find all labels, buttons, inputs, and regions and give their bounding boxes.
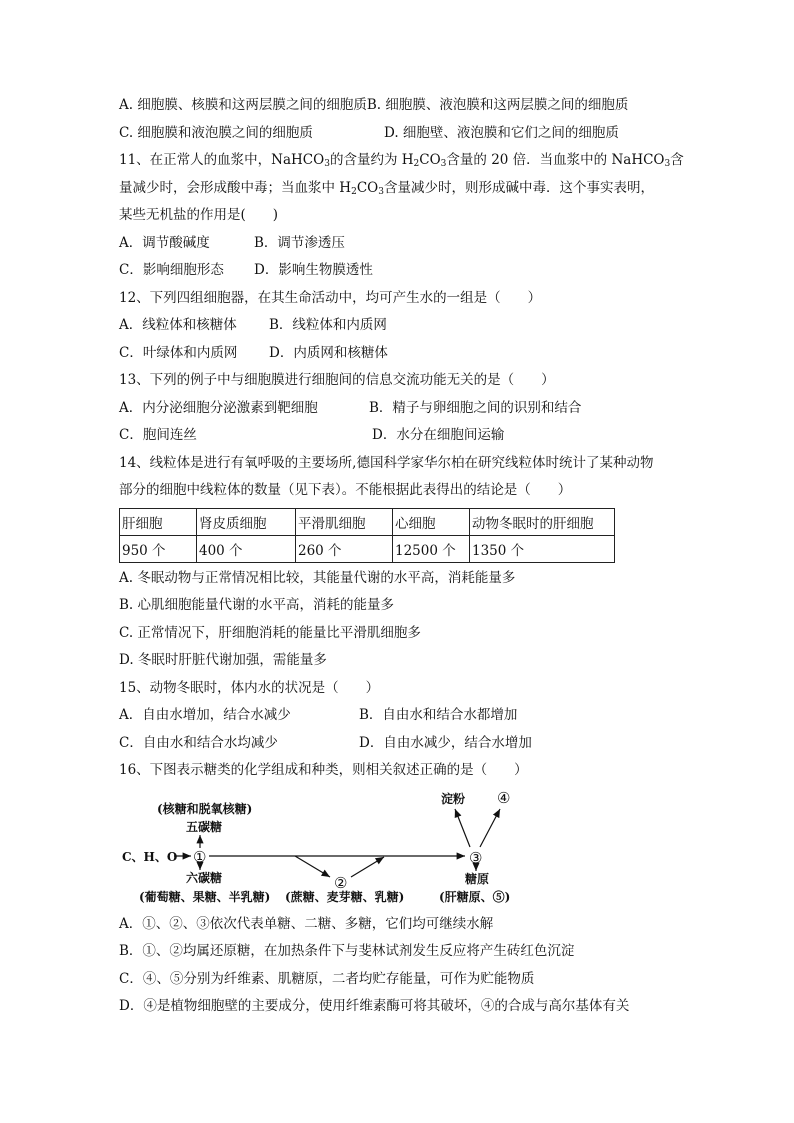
q10-option-a[interactable]: A. 细胞膜、核膜和这两层膜之间的细胞质 <box>119 97 367 113</box>
mitochondria-table <box>119 508 615 563</box>
q15-options-ab <box>119 702 679 730</box>
diagram-label-glycogen: 糖原 <box>465 871 490 886</box>
q12-option-b[interactable]: B．线粒体和内质网 <box>269 317 387 333</box>
arrow-3-to-4 <box>480 809 500 847</box>
q16-option-b[interactable]: B．①、②均属还原糖，在加热条件下与斐林试剂发生反应将产生砖红色沉淀 <box>119 943 575 959</box>
table-cell: 260 个 <box>296 535 393 562</box>
q16-option-a[interactable]: A．①、②、③依次代表单糖、二糖、多糖，它们均可继续水解 <box>119 915 494 932</box>
table-header-cell: 心细胞 <box>393 508 470 535</box>
diagram-note-glycogen: (肝糖原、⑤) <box>439 889 511 904</box>
q10-option-d[interactable]: D. 细胞壁、液泡膜和它们之间的细胞质 <box>384 124 619 141</box>
q12-option-d[interactable]: D．内质网和核糖体 <box>269 344 388 361</box>
diagram-node-2: ② <box>334 873 348 892</box>
q11-option-b[interactable]: B．调节渗透压 <box>254 234 345 251</box>
q15-option-b[interactable]: B．自由水和结合水都增加 <box>359 707 518 723</box>
q13-stem: 13、下列的例子中与细胞膜进行细胞间的信息交流功能无关的是（ ） <box>119 372 555 388</box>
table-header-cell: 动物冬眠时的肝细胞 <box>470 508 615 535</box>
q15-option-d[interactable]: D．自由水减少，结合水增加 <box>359 734 532 751</box>
table-cell: 12500 个 <box>393 535 470 562</box>
table-cell: 400 个 <box>197 535 296 562</box>
q13-options-ab <box>119 395 679 423</box>
q10-options-ab <box>119 92 679 120</box>
table-cell: 950 个 <box>120 535 197 562</box>
q13-options-cd <box>119 422 679 450</box>
diagram-label-five-carbon: 五碳糖 <box>186 819 223 834</box>
q11-option-c[interactable]: C．影响细胞形态 <box>119 262 224 278</box>
arrow-2-to-main <box>351 857 384 877</box>
q10-options-cd <box>119 120 679 148</box>
q12-stem: 12、下列四组细胞器，在其生命活动中，均可产生水的一组是（ ） <box>119 289 542 306</box>
diagram-label-elements: C、H、O <box>122 849 178 864</box>
diagram-node-4: ④ <box>497 788 511 807</box>
q14-option-c[interactable]: C. 正常情况下，肝细胞消耗的能量比平滑肌细胞多 <box>119 624 421 641</box>
diagram-note-disaccharides: (蔗糖、麦芽糖、乳糖) <box>285 889 405 904</box>
q14-stem-line2: 部分的细胞中线粒体的数量（见下表）。不能根据此表得出的结论是（ ） <box>119 482 572 498</box>
q12-options-ab <box>119 312 679 340</box>
q10-option-c[interactable]: C. 细胞膜和液泡膜之间的细胞质 <box>119 124 313 141</box>
diagram-label-six-carbon: 六碳糖 <box>186 870 223 885</box>
table-header-row <box>120 508 615 535</box>
table-header-cell: 平滑肌细胞 <box>296 508 393 535</box>
table-row <box>120 535 615 562</box>
sugar-classification-diagram <box>119 785 679 911</box>
table-cell: 1350 个 <box>470 535 615 562</box>
diagram-label-starch: 淀粉 <box>441 791 466 806</box>
q13-option-a[interactable]: A．内分泌细胞分泌激素到靶细胞 <box>119 399 318 416</box>
q14-option-d[interactable]: D. 冬眠时肝脏代谢加强，需能量多 <box>119 652 327 668</box>
q15-stem: 15、动物冬眠时，体内水的状况是（ ） <box>119 679 380 696</box>
q14-option-b[interactable]: B. 心肌细胞能量代谢的水平高，消耗的能量多 <box>119 597 395 613</box>
diagram-node-1: ① <box>193 847 207 866</box>
q11-option-a[interactable]: A．调节酸碱度 <box>119 234 210 251</box>
sugar-diagram-svg <box>119 785 679 911</box>
q16-option-c[interactable]: C．④、⑤分别为纤维素、肌糖原，二者均贮存能量，可作为贮能物质 <box>119 970 535 987</box>
q16-option-d[interactable]: D．④是植物细胞壁的主要成分，使用纤维素酶可将其破坏，④的合成与高尔基体有关 <box>119 998 630 1014</box>
diagram-note-hexoses: (葡萄糖、果糖、半乳糖) <box>139 889 271 904</box>
q16-stem: 16、下图表示糖类的化学组成和种类，则相关叙述正确的是（ ） <box>119 762 528 778</box>
q10-option-b[interactable]: B. 细胞膜、液泡膜和这两层膜之间的细胞质 <box>366 97 629 113</box>
q11-option-d[interactable]: D．影响生物膜透性 <box>254 262 373 278</box>
q14-option-a[interactable]: A. 冬眠动物与正常情况相比较，其能量代谢的水平高，消耗能量多 <box>119 569 516 586</box>
q11-options-ab <box>119 230 679 258</box>
diagram-node-3: ③ <box>469 848 483 867</box>
q12-option-a[interactable]: A．线粒体和核糖体 <box>119 317 237 333</box>
table-header-cell: 肾皮质细胞 <box>197 508 296 535</box>
q11-stem-line2: 量减少时，会形成酸中毒；当血浆中 $H_2CO_3$含量减少时，则形成碱中毒．这个事实表明， <box>119 179 654 197</box>
q15-option-c[interactable]: C．自由水和结合水均减少 <box>119 734 278 751</box>
q13-option-c[interactable]: C．胞间连丝 <box>119 427 197 443</box>
arrow-to-2 <box>295 856 330 877</box>
q15-option-a[interactable]: A．自由水增加，结合水减少 <box>119 707 291 723</box>
q13-option-b[interactable]: B．精子与卵细胞之间的识别和结合 <box>369 399 582 416</box>
q12-options-cd <box>119 340 679 368</box>
table-header-cell: 肝细胞 <box>120 508 197 535</box>
q11-stem-line1: 11、在正常人的血浆中，NaHCO$_3$的含量约为 $H_2CO_3$含量的 20 倍．当血浆中的 NaHCO$_3$含 <box>119 152 684 169</box>
q13-option-d[interactable]: D．水分在细胞间运输 <box>372 427 505 443</box>
q12-option-c[interactable]: C．叶绿体和内质网 <box>119 344 238 361</box>
exam-page <box>119 92 684 1021</box>
arrow-3-to-starch <box>455 809 470 847</box>
q11-options-cd <box>119 257 679 285</box>
q15-options-cd <box>119 730 679 758</box>
q14-stem-line1: 14、线粒体是进行有氧呼吸的主要场所,德国科学家华尔柏在研究线粒体时统计了某种动物 <box>119 454 654 471</box>
q11-stem-line3: 某些无机盐的作用是( ) <box>119 207 279 223</box>
diagram-note-pentoses: (核糖和脱氧核糖) <box>157 801 253 816</box>
